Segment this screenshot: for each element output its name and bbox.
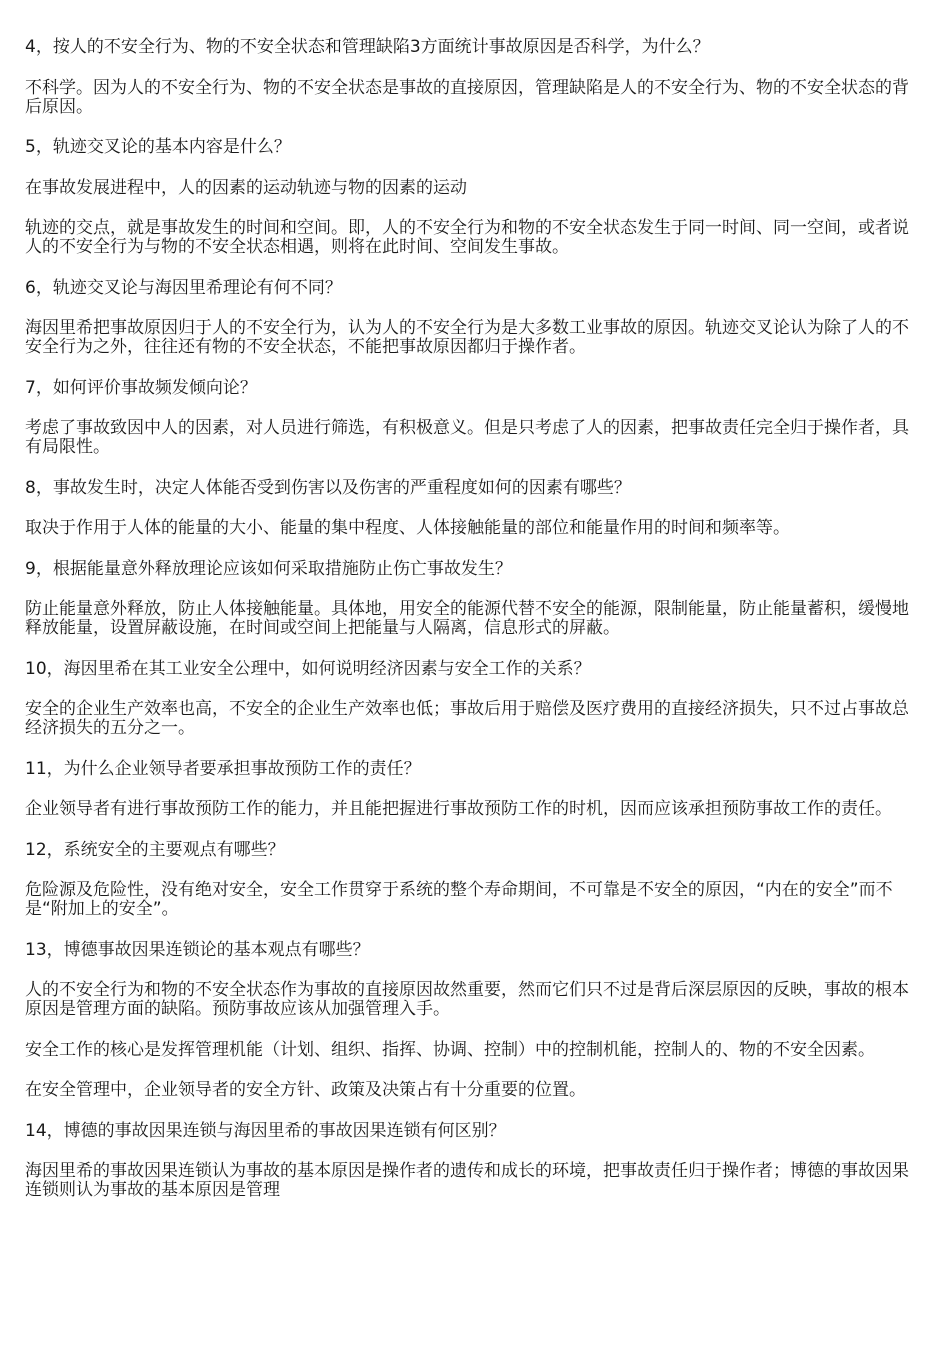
answer-13-part-2: 安全工作的核心是发挥管理机能（计划、组织、指挥、协调、控制）中的控制机能，控制人的、物的不安全因素。 (25, 1039, 875, 1060)
answer-6: 海因里希把事故原因归于人的不安全行为，认为人的不安全行为是大多数工业事故的原因。轨迹交叉论认为除了人的不安全行为之外，往往还有物的不安全状态，不能把事故原因都归于操作者。 (25, 318, 909, 357)
answer-12: 危险源及危险性，没有绝对安全，安全工作贯穿于系统的整个寿命期间，不可靠是不安全的原因，“内在的安全”而不是“附加上的安全”。 (25, 880, 893, 919)
answer-9: 防止能量意外释放，防止人体接触能量。具体地，用安全的能源代替不安全的能源，限制能量，防止能量蓄积，缓慢地释放能量，设置屏蔽设施，在时间或空间上把能量与人隔离，信息形式的屏蔽。 (25, 599, 909, 638)
question-6: 6，轨迹交叉论与海因里希理论有何不同？ (25, 277, 342, 298)
document-page (25, 38, 915, 1200)
answer-7: 考虑了事故致因中人的因素，对人员进行筛选，有积极意义。但是只考虑了人的因素，把事故责任完全归于操作者，具有局限性。 (25, 418, 909, 457)
question-12: 12，系统安全的主要观点有哪些？ (25, 839, 285, 860)
question-8: 8，事故发生时，决定人体能否受到伤害以及伤害的严重程度如何的因素有哪些？ (25, 477, 631, 498)
question-13: 13，博德事故因果连锁论的基本观点有哪些？ (25, 939, 370, 960)
question-5: 5，轨迹交叉论的基本内容是什么？ (25, 137, 291, 157)
answer-5-part-2: 轨迹的交点，就是事故发生的时间和空间。即，人的不安全行为和物的不安全状态发生于同一时间、同一空间，或者说人的不安全行为与物的不安全状态相遇，则将在此时间、空间发生事故。 (25, 218, 909, 257)
question-7: 7，如何评价事故频发倾向论？ (25, 377, 257, 398)
answer-11: 企业领导者有进行事故预防工作的能力，并且能把握进行事故预防工作的时机，因而应该承担预防事故工作的责任。 (25, 799, 892, 819)
answer-5-part-1: 在事故发展进程中，人的因素的运动轨迹与物的因素的运动 (25, 177, 467, 198)
answer-4: 不科学。因为人的不安全行为、物的不安全状态是事故的直接原因，管理缺陷是人的不安全行为、物的不安全状态的背后原因。 (25, 77, 909, 117)
answer-14: 海因里希的事故因果连锁认为事故的基本原因是操作者的遗传和成长的环境，把事故责任归于操作者；博德的事故因果连锁则认为事故的基本原因是管理 (25, 1161, 909, 1200)
answer-10: 安全的企业生产效率也高，不安全的企业生产效率也低；事故后用于赔偿及医疗费用的直接经济损失，只不过占事故总经济损失的五分之一。 (25, 699, 909, 738)
question-14: 14，博德的事故因果连锁与海因里希的事故因果连锁有何区别？ (25, 1120, 506, 1141)
question-10: 10，海因里希在其工业安全公理中，如何说明经济因素与安全工作的关系？ (25, 658, 591, 679)
question-11: 11，为什么企业领导者要承担事故预防工作的责任？ (25, 758, 421, 779)
answer-13-part-3: 在安全管理中，企业领导者的安全方针、政策及决策占有十分重要的位置。 (25, 1080, 586, 1100)
question-9: 9，根据能量意外释放理论应该如何采取措施防止伤亡事故发生？ (25, 558, 512, 579)
question-4: 4，按人的不安全行为、物的不安全状态和管理缺陷3方面统计事故原因是否科学，为什么？ (25, 37, 710, 57)
answer-8: 取决于作用于人体的能量的大小、能量的集中程度、人体接触能量的部位和能量作用的时间和频率等。 (25, 518, 790, 538)
answer-13-part-1: 人的不安全行为和物的不安全状态作为事故的直接原因故然重要，然而它们只不过是背后深层原因的反映，事故的根本原因是管理方面的缺陷。预防事故应该从加强管理入手。 (25, 980, 909, 1019)
